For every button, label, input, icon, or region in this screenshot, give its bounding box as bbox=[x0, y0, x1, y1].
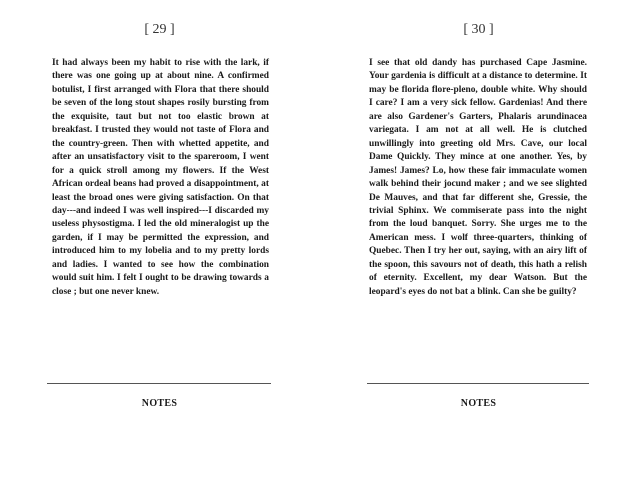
left-notes-label: NOTES bbox=[141, 398, 178, 409]
right-notes-divider bbox=[367, 383, 589, 384]
right-page-number: [ 30 ] bbox=[463, 22, 494, 37]
right-page bbox=[319, 0, 638, 493]
right-page-body: I see that old dandy has purchased Cape Jasmine. Your gardenia is difficult at a distance to determine. It may be florida flore-pleno, double white. Why should I care? I am a very sick fellow. Gardenias! And there are also Gardener's Garters, Phalaris arundinacea variegata. I am not at all well. He is clutched unwillingly into greeting old Mrs. Cave, our local Dame Quickly. They mince at one another. Yes, by James! James? Lo, how these fair immaculate women walk behind their jocund maker ; and we see slighted De Mauves, and that far different she, Gressie, the trivial Sphinx. We commiserate pass into the night from the loud banquet. Sorry. She urges me to the American mess. I wolf three-quarters, thinking of Quebec. Then I try her out, saying, with an airy lift of the spoon, this savours not of death, this hath a relish of eternity. Excellent, my dear Watson. But the leopard's eyes do not bat a blink. Can she be guilty? bbox=[369, 58, 587, 297]
right-notes-label: NOTES bbox=[460, 398, 497, 409]
left-page-body: It had always been my habit to rise with the lark, if there was one going up at about nine. A confirmed botulist, I first arranged with Flora that there should be seven of the long stout shapes rosily bursting from the exquisite, taut but not too elastic brown at breakfast. I trusted they would not taste of Flora and the country-green. Then with whetted appetite, and after an unsatisfactory visit to the spareroom, I went for a quick stroll among my flowers. If the West African ordeal beans had proved a disappointment, at least the broad ones were giving satisfaction. On that day---and indeed I was well inspired---I discarded my useless physostigma. I led the old mineralogist up the garden, if I may be permitted the expression, and introduced him to my lobelia and to my pretty lords and ladies. I wanted to see how the combination would suit him. I felt I ought to be drawing towards a close ; but one never knew. bbox=[52, 58, 269, 297]
left-notes-divider bbox=[47, 383, 271, 384]
left-page-number: [ 29 ] bbox=[144, 22, 175, 37]
